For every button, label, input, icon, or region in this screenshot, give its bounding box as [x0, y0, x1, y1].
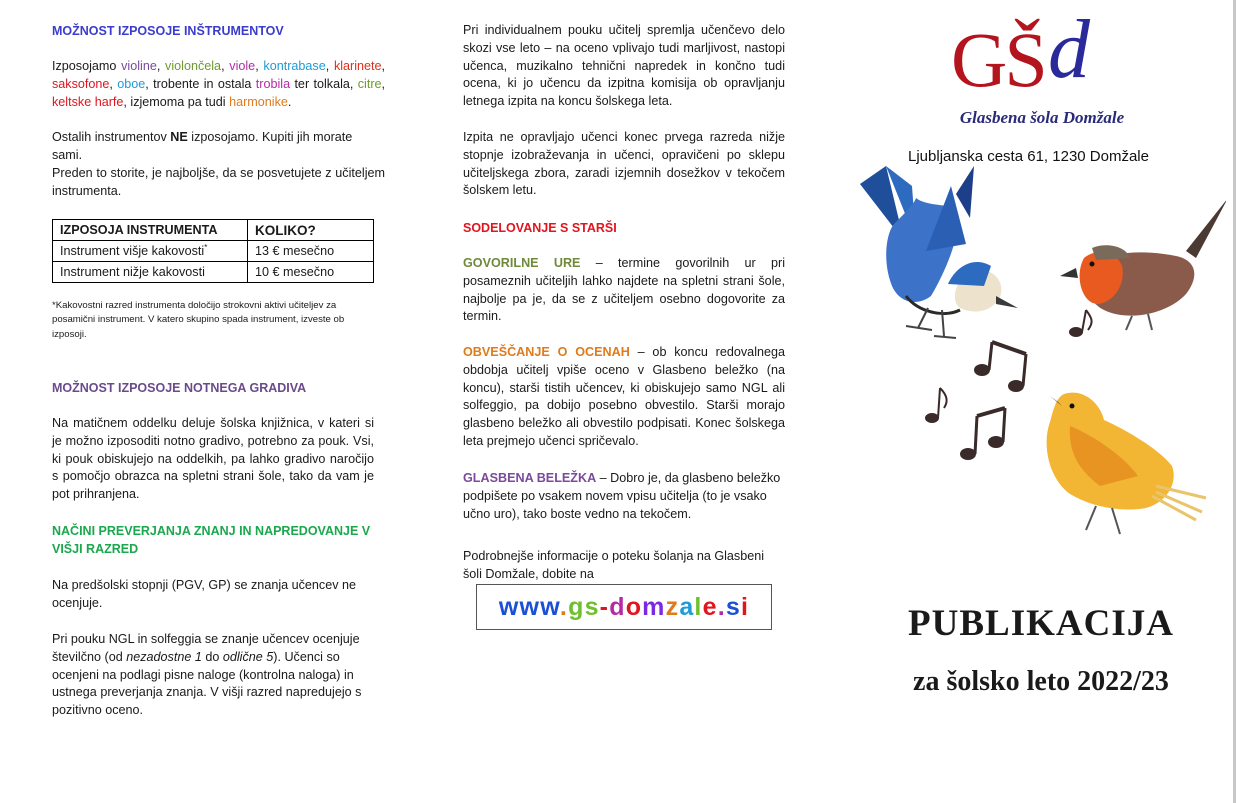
- blue-jay-bird-icon: [860, 166, 1018, 338]
- url-char: d: [609, 593, 626, 621]
- rent-instruments-text: Izposojamo violine, violončela, viole, kontrabase, klarinete, saksofone, oboe, trobente in ostala trobila ter tolkala, citre, keltske harfe, izjemoma pa tudi harmonike.: [52, 59, 386, 109]
- music-notebook-text: GLASBENA BELEŽKA – Dobro je, da glasbeno beležko podpišete po vsakem novem vpisu učitelja (to je vsako učno uro), tako boste vedno na tekočem.: [463, 471, 781, 521]
- url-char: g: [568, 593, 585, 621]
- robin-bird-icon: [1060, 198, 1226, 330]
- url-char: s: [584, 593, 600, 621]
- birds-illustration: [856, 126, 1226, 546]
- instrument-name: saksofone: [52, 76, 110, 91]
- table-cell: Instrument višje kakovosti*: [53, 241, 248, 262]
- table-cell: 13 € mesečno: [248, 241, 374, 262]
- table-header-cell: IZPOSOJA INSTRUMENTA: [53, 220, 248, 241]
- table-cell: Instrument nižje kakovosti: [53, 262, 248, 283]
- url-char: w: [498, 593, 520, 621]
- instrument-name: citre: [357, 76, 382, 91]
- rent-advice-text: Preden to storite, je najboljše, da se posvetujete z učiteljem instrumenta.: [52, 166, 385, 198]
- instrument-name: ter tolkala: [294, 76, 350, 91]
- url-char: e: [702, 593, 718, 621]
- table-row: [53, 262, 374, 283]
- grading-heading: NAČINI PREVERJANJA ZNANJ IN NAPREDOVANJE V VIŠJI RAZRED: [52, 524, 371, 556]
- instrument-name: trobila: [255, 76, 291, 91]
- publication-subtitle: za šolsko leto 2022/23: [913, 666, 1169, 697]
- url-char: w: [540, 593, 560, 621]
- column-cover: [856, 0, 1226, 803]
- school-logo-d: d: [1048, 3, 1090, 96]
- website-url-box[interactable]: [476, 584, 772, 630]
- sheet-music-heading: MOŽNOST IZPOSOJE NOTNEGA GRADIVA: [52, 381, 307, 395]
- instrument-name: violončela: [165, 59, 222, 73]
- table-header-row: [53, 220, 374, 241]
- school-logo-letters: GŠ: [951, 16, 1045, 103]
- instrument-list: violine, violončela, viole, kontrabase, klarinete, saksofone, oboe, trobente in ostala trobila ter tolkala, citre, keltske harfe, izjemoma pa tudi harmonike.: [52, 59, 386, 109]
- url-char: w: [519, 593, 541, 621]
- instrument-name: oboe: [117, 76, 146, 91]
- url-char: s: [725, 593, 741, 621]
- school-address: Ljubljanska cesta 61, 1230 Domžale: [908, 148, 1149, 165]
- school-name: Glasbena šola Domžale: [959, 108, 1125, 127]
- instrument-name: violine: [121, 59, 157, 73]
- url-char: l: [694, 593, 703, 621]
- instrument-name: keltske harfe: [52, 94, 124, 109]
- instrument-name: izjemoma pa tudi: [130, 94, 226, 109]
- rent-other-text: Ostalih instrumentov NE izposojamo. Kupiti jih morate sami.: [52, 130, 353, 162]
- url-char: .: [559, 593, 569, 621]
- grading-text-preschool: Na predšolski stopnji (PGV, GP) se znanja učencev ne ocenjuje.: [52, 578, 357, 610]
- instrument-name: viole: [229, 59, 256, 73]
- rent-heading: MOŽNOST IZPOSOJE INŠTRUMENTOV: [52, 24, 284, 38]
- website-url-link[interactable]: [477, 585, 771, 629]
- url-char: -: [599, 593, 610, 621]
- office-hours-text: GOVORILNE URE – termine govorilnih ur pri posameznih učiteljih lahko najdete na spletni strani šole, najbolje pa je, da se z učiteljem osebno dogovorite za termin.: [463, 256, 785, 324]
- sheet-music-text: Na matičnem oddelku deluje šolska knjižnica, v kateri si je možno izposoditi notno gradivo, potrebno za pouk. Vsi, ki pouk obiskujejo na oddelkih, pa lahko gradivo naročijo s pomočjo obrazca na spletni strani šole, tako da vam je pot prihranjena.: [52, 416, 374, 502]
- grades-notice-text: OBVEŠČANJE O OCENAH – ob koncu redovalnega obdobja učitelj vpiše oceno v Glasbeno beležko (na koncu), starši tistih učencev, ki obiskujejo samo NGL ali solfeggio, pa dobijo posebno obvestilo. Starši morajo glasbeno beležko ali obvestilo podpisati. Konec šolskega leta prejmejo učenci spričevalo.: [463, 345, 786, 448]
- instrument-name: trobente in ostala: [153, 76, 252, 91]
- table-cell: 10 € mesečno: [248, 262, 374, 283]
- canary-bird-icon: [1047, 393, 1206, 534]
- url-char: o: [625, 593, 643, 621]
- publication-title: PUBLIKACIJA: [908, 603, 1174, 644]
- grading-text-ngl: Pri pouku NGL in solfeggia se znanje učencev ocenjuje številčno (od nezadostne 1 do odlične 5). Učenci so ocenjeni na podlagi pisne naloge (kontrolna naloga) in ustnega preverjanja znanja. V višji razred napredujejo s pozitivno oceno.: [52, 632, 362, 718]
- table-header-cell: KOLIKO?: [248, 220, 374, 241]
- url-char: a: [679, 593, 695, 621]
- more-info-text: Podrobnejše informacije o poteku šolanja na Glasbeni šoli Domžale, dobite na: [463, 549, 765, 581]
- url-char: z: [665, 593, 680, 621]
- table-footnote: *Kakovostni razred instrumenta določijo strokovni aktivi učiteljev za posamični instrument. V katero skupino spada instrument, izveste ob izposoji.: [52, 300, 345, 340]
- url-char: m: [642, 593, 666, 621]
- table-row: [53, 241, 374, 262]
- individual-lessons-text: Pri individualnem pouku učitelj spremlja učenčevo delo skozi vse leto – na oceno vplivajo tudi marljivost, nastopi učenca, muzikalno tehnični napredek in končno tudi ocena, ki jo učencu da izpitna komisija ob opravljanju letnega izpita na koncu šolskega leta.: [463, 23, 785, 109]
- url-char: .: [717, 593, 726, 621]
- exam-text: Izpita ne opravljajo učenci konec prvega razreda nižje stopnje izobraževanja in učenci, opravičeni po sklepu učiteljskega zbora, zaradi izjemnih dosežkov v tekočem šolskem letu.: [463, 130, 785, 198]
- url-char: i: [740, 593, 750, 621]
- instrument-name: harmonike: [229, 94, 288, 109]
- instrument-name: kontrabase: [263, 59, 326, 73]
- parents-heading: SODELOVANJE S STARŠI: [463, 221, 617, 235]
- rent-price-table: [52, 219, 374, 283]
- instrument-name: klarinete: [333, 59, 382, 73]
